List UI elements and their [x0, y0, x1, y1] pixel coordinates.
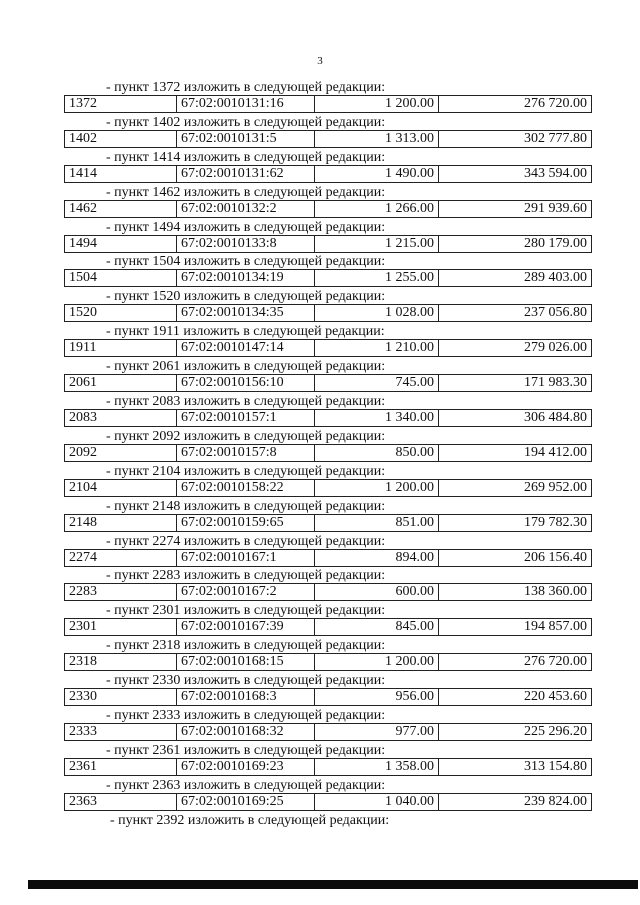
value-cell: 306 484.80	[524, 410, 587, 426]
area-cell: 745.00	[315, 375, 439, 391]
area-cell: 1 210.00	[315, 340, 439, 356]
page-number: 3	[317, 55, 323, 67]
item-number-cell: 2318	[65, 654, 177, 670]
amendment-entry	[0, 638, 640, 673]
amendment-entry	[0, 289, 640, 324]
value-cell: 302 777.80	[524, 130, 587, 146]
amendment-instruction: - пункт 2330 изложить в следующей редакции:	[106, 673, 386, 689]
amendment-entry	[0, 150, 640, 185]
area-cell: 1 028.00	[315, 305, 439, 321]
table-row	[64, 479, 592, 497]
item-number-cell: 1520	[65, 305, 177, 321]
cadastral-number-cell: 67:02:0010168:15	[177, 654, 315, 670]
value-cell: 279 026.00	[524, 340, 587, 356]
amendment-entry	[0, 115, 640, 150]
area-cell: 956.00	[315, 689, 439, 705]
item-number-cell: 2283	[65, 584, 177, 600]
item-number-cell: 2301	[65, 619, 177, 635]
cadastral-number-cell: 67:02:0010133:8	[177, 236, 315, 252]
amendment-instruction: - пункт 1462 изложить в следующей редакции:	[106, 184, 386, 200]
value-cell: 343 594.00	[524, 165, 587, 181]
cadastral-number-cell: 67:02:0010131:16	[177, 96, 315, 112]
item-number-cell: 1372	[65, 96, 177, 112]
table-row	[64, 339, 592, 357]
area-cell: 1 215.00	[315, 236, 439, 252]
amendment-instruction: - пункт 2361 изложить в следующей редакции:	[106, 742, 386, 758]
table-row	[64, 793, 592, 811]
item-number-cell: 2092	[65, 445, 177, 461]
cadastral-number-cell: 67:02:0010159:65	[177, 515, 315, 531]
cadastral-number-cell: 67:02:0010168:3	[177, 689, 315, 705]
amendment-instruction: - пункт 1520 изложить в следующей редакции:	[106, 289, 386, 305]
value-cell: 291 939.60	[524, 200, 587, 216]
item-number-cell: 2083	[65, 410, 177, 426]
value-cell: 138 360.00	[524, 584, 587, 600]
amendment-instruction: - пункт 1504 изложить в следующей редакции:	[106, 254, 386, 270]
cadastral-number-cell: 67:02:0010134:35	[177, 305, 315, 321]
table-row	[64, 758, 592, 776]
cadastral-number-cell: 67:02:0010158:22	[177, 480, 315, 496]
table-row	[64, 583, 592, 601]
table-row	[64, 95, 592, 113]
cadastral-number-cell: 67:02:0010134:19	[177, 270, 315, 286]
item-number-cell: 1402	[65, 131, 177, 147]
table-row	[64, 130, 592, 148]
table-row	[64, 165, 592, 183]
amendment-entry	[0, 254, 640, 289]
table-row	[64, 514, 592, 532]
value-cell: 313 154.80	[524, 758, 587, 774]
amendment-instruction: - пункт 1414 изложить в следующей редакции:	[106, 149, 386, 165]
amendment-entry	[0, 673, 640, 708]
item-number-cell: 1911	[65, 340, 177, 356]
amendment-instruction: - пункт 2061 изложить в следующей редакции:	[106, 359, 386, 375]
area-cell: 1 358.00	[315, 759, 439, 775]
item-number-cell: 2274	[65, 550, 177, 566]
cadastral-number-cell: 67:02:0010131:5	[177, 131, 315, 147]
cadastral-number-cell: 67:02:0010132:2	[177, 201, 315, 217]
cadastral-number-cell: 67:02:0010157:8	[177, 445, 315, 461]
area-cell: 845.00	[315, 619, 439, 635]
area-cell: 1 200.00	[315, 480, 439, 496]
amendment-instruction: - пункт 2283 изложить в следующей редакции:	[106, 568, 386, 584]
item-number-cell: 1494	[65, 236, 177, 252]
item-number-cell: 2148	[65, 515, 177, 531]
area-cell: 850.00	[315, 445, 439, 461]
value-cell: 269 952.00	[524, 479, 587, 495]
amendment-entry	[0, 185, 640, 220]
value-cell: 194 412.00	[524, 444, 587, 460]
table-row	[64, 409, 592, 427]
item-number-cell: 2061	[65, 375, 177, 391]
amendment-instruction: - пункт 1911 изложить в следующей редакции:	[106, 324, 385, 340]
amendment-instruction: - пункт 2333 изложить в следующей редакции:	[106, 708, 386, 724]
cadastral-number-cell: 67:02:0010169:25	[177, 794, 315, 810]
cadastral-number-cell: 67:02:0010169:23	[177, 759, 315, 775]
amendment-entry	[0, 324, 640, 359]
value-cell: 280 179.00	[524, 235, 587, 251]
area-cell: 1 490.00	[315, 166, 439, 182]
area-cell: 894.00	[315, 550, 439, 566]
amendment-entry	[0, 708, 640, 743]
amendment-entry	[0, 568, 640, 603]
item-number-cell: 2361	[65, 759, 177, 775]
area-cell: 1 340.00	[315, 410, 439, 426]
amendment-instruction: - пункт 2363 изложить в следующей редакции:	[106, 777, 386, 793]
item-number-cell: 1504	[65, 270, 177, 286]
item-number-cell: 2104	[65, 480, 177, 496]
cadastral-number-cell: 67:02:0010131:62	[177, 166, 315, 182]
cadastral-number-cell: 67:02:0010167:2	[177, 584, 315, 600]
amendment-instruction: - пункт 2104 изложить в следующей редакции:	[106, 463, 386, 479]
value-cell: 239 824.00	[524, 793, 587, 809]
area-cell: 1 200.00	[315, 96, 439, 112]
amendment-entry	[0, 394, 640, 429]
amendment-entry	[0, 464, 640, 499]
table-row	[64, 200, 592, 218]
amendment-entry	[0, 743, 640, 778]
amendment-instruction: - пункт 2301 изложить в следующей редакции:	[106, 603, 386, 619]
amendment-instruction: - пункт 1372 изложить в следующей редакции:	[106, 80, 386, 95]
cadastral-number-cell: 67:02:0010167:39	[177, 619, 315, 635]
cadastral-number-cell: 67:02:0010168:32	[177, 724, 315, 740]
final-instruction: - пункт 2392 изложить в следующей редакции:	[110, 812, 390, 828]
amendment-instruction: - пункт 1494 изложить в следующей редакции:	[106, 219, 386, 235]
cadastral-number-cell: 67:02:0010167:1	[177, 550, 315, 566]
item-number-cell: 2330	[65, 689, 177, 705]
area-cell: 1 255.00	[315, 270, 439, 286]
amendment-entry	[0, 534, 640, 569]
table-row	[64, 549, 592, 567]
value-cell: 220 453.60	[524, 689, 587, 705]
area-cell: 1 200.00	[315, 654, 439, 670]
table-row	[64, 723, 592, 741]
value-cell: 206 156.40	[524, 549, 587, 565]
area-cell: 977.00	[315, 724, 439, 740]
amendment-instruction: - пункт 1402 изложить в следующей редакции:	[106, 114, 386, 130]
amendment-entry	[0, 429, 640, 464]
value-cell: 289 403.00	[524, 270, 587, 286]
table-row	[64, 304, 592, 322]
area-cell: 1 040.00	[315, 794, 439, 810]
value-cell: 179 782.30	[524, 514, 587, 530]
item-number-cell: 1462	[65, 201, 177, 217]
value-cell: 276 720.00	[524, 654, 587, 670]
item-number-cell: 2363	[65, 794, 177, 810]
area-cell: 600.00	[315, 584, 439, 600]
scan-edge-bar	[28, 880, 638, 889]
amendment-entry	[0, 220, 640, 255]
amendment-instruction: - пункт 2148 изложить в следующей редакции:	[106, 498, 386, 514]
amendment-instruction: - пункт 2318 изложить в следующей редакции:	[106, 638, 386, 654]
table-row	[64, 374, 592, 392]
value-cell: 225 296.20	[524, 724, 587, 740]
table-row	[64, 653, 592, 671]
value-cell: 237 056.80	[524, 305, 587, 321]
cadastral-number-cell: 67:02:0010147:14	[177, 340, 315, 356]
amendment-entry	[0, 359, 640, 394]
table-row	[64, 235, 592, 253]
amendment-entry	[0, 778, 640, 813]
table-row	[64, 444, 592, 462]
value-cell: 171 983.30	[524, 375, 587, 391]
cadastral-number-cell: 67:02:0010157:1	[177, 410, 315, 426]
amendment-instruction: - пункт 2092 изложить в следующей редакции:	[106, 428, 386, 444]
item-number-cell: 1414	[65, 166, 177, 182]
amendment-instruction: - пункт 2083 изложить в следующей редакции:	[106, 394, 386, 410]
amendment-entry	[0, 80, 640, 115]
amendment-entry	[0, 499, 640, 534]
area-cell: 1 266.00	[315, 201, 439, 217]
area-cell: 851.00	[315, 515, 439, 531]
item-number-cell: 2333	[65, 724, 177, 740]
amendment-entry	[0, 603, 640, 638]
table-row	[64, 618, 592, 636]
cadastral-number-cell: 67:02:0010156:10	[177, 375, 315, 391]
amendment-instruction: - пункт 2274 изложить в следующей редакции:	[106, 533, 386, 549]
table-row	[64, 269, 592, 287]
value-cell: 194 857.00	[524, 619, 587, 635]
area-cell: 1 313.00	[315, 131, 439, 147]
table-row	[64, 688, 592, 706]
value-cell: 276 720.00	[524, 96, 587, 111]
document-body	[0, 80, 640, 828]
